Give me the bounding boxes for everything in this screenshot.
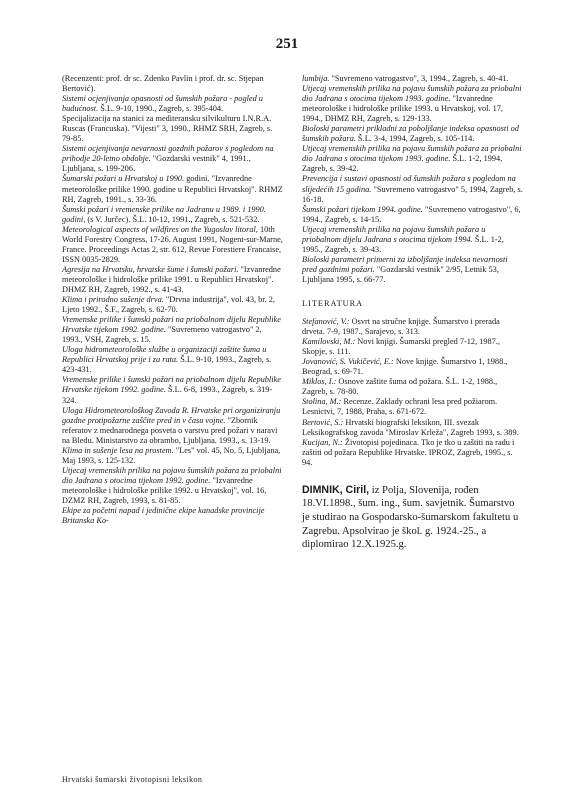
entry-title: Vremenske prilike i šumski požari na priobalnom dijelu Republike Hrvatske tijekom 1992. godine. — [62, 375, 281, 395]
literature-author: Kamilovski, M.: — [302, 337, 356, 347]
entry-text: "Izvanredne meteorološke i hidrološke prilike 1993. u Hrvatskoj, vol. 17, 1994., DHMZ RH, Zagreb, s. 129-133. — [302, 94, 503, 124]
entry-title: Ekipe za početni napad i jedinične ekipe kanadske provincije Britanska Ko- — [62, 506, 265, 526]
literature-text: Životopisi pojedinaca. Tko je tko u zaštiti na radu i zaštiti od požara Republike Hrvatske. IPROZ, Zagreb, 1995., s. 94. — [302, 437, 515, 467]
entry-title: Šumski požari i vremenske prilike na Jadranu u 1989. i 1990. godini, — [62, 204, 266, 224]
entry-title: Utjecaj vremenskih prilika na pojavu šumskih požara za priobalni dio Jadrana s otocima tijekom 1992. godine. — [62, 465, 282, 485]
bibliography-entry — [302, 84, 524, 124]
bibliography-entry — [62, 466, 284, 506]
literature-entry — [302, 397, 524, 417]
entry-text: Š.L. 3-4, 1994, Zagreb, s. 105-114. — [355, 134, 475, 144]
entry-title: Klima i prirodno sušenje drva. — [62, 295, 164, 305]
entry-title: Prevencija i sustavi opasnosti od šumskih požara s pogledom na slijedećih 15 godina. — [302, 174, 516, 194]
literature-entry — [302, 377, 524, 397]
bibliography-entry — [302, 255, 524, 285]
bibliography-entry — [62, 345, 284, 375]
literature-entry — [302, 337, 524, 357]
entry-text: Š.L. 6-8, 1993., Zagreb, s. 319-324. — [62, 385, 273, 405]
literature-text: Nove knjige. Šumarstvo 1, 1988., Beograd, s. 69-71. — [302, 357, 508, 377]
literature-list — [302, 317, 524, 468]
entry-text: "Drvna industrija", vol. 43, br. 2, Ljeto 1992., Š.F., Zagreb, s. 62-70. — [62, 295, 275, 315]
literature-author: Bertović, S.: — [302, 417, 344, 427]
biography-text: iz Polja, Slovenija, rođen 18.VI.1898., šum. ing., šum. savjetnik. Šumarstvo je studirao na Gospodarsko-šumarskom fakultetu u Zagrebu. Apsolvirao je škol. g. 1924.-25., a diplomirao 12.X.1925.g. — [302, 484, 519, 551]
bibliography-entry — [62, 205, 284, 225]
bibliography-entry — [62, 506, 284, 526]
entry-text: "Zbornik referatov z mednarodnega posveta o varstvu pred požari v naravi na Bledu. Ministarstvo za obrambo, Ljubljana. 1993., s. 13-19. — [62, 415, 278, 445]
bibliography-entry — [302, 74, 524, 84]
literature-entry — [302, 317, 524, 337]
right-column-entries — [302, 74, 524, 285]
entry-title: Utjecaj vremenskih prilika na pojavu šumskih požara za priobalni dio Jadrana s otocima tijekom 1993. godine. — [302, 144, 522, 164]
biography-entry — [302, 484, 524, 552]
literature-author: Kucijan, N.: — [302, 437, 343, 447]
literature-text: Recenze. Zaklady ochrani lesa pred požiarom. Lesnictvi, 7, 1988, Praha, s. 671-672. — [302, 397, 498, 417]
entry-text: "Suvremeno vatrogastvo", 3, 1994., Zagreb, s. 40-41. — [329, 74, 509, 83]
entry-title: Agresija na Hrvatsku, hrvatske šume i šumski požari. — [62, 264, 239, 274]
entry-text: "Suvremeno vatrogastvo" 2, 1993., VSH, Zagreb, s. 15. — [62, 325, 262, 345]
entry-title: lumbija. — [302, 74, 330, 83]
bibliography-entry — [62, 265, 284, 295]
bibliography-entry — [302, 205, 524, 225]
entry-title: Vremenske prilike i šumski požari na priobalnom dijelu Republike Hrvatske tijekom 1992. godine. — [62, 315, 281, 335]
footer-title: Hrvatski šumarski životopisni leksikon — [62, 775, 203, 784]
entry-text: godini. "Izvanredne meteorološke prilike 1990. godine u Republici Hrvatskoj". RHMZ RH, Zagreb, 1991., s. 33-36. — [62, 174, 283, 204]
entry-text: "Les" vol. 45, No. 5, Ljubljana, Maj 1993, s. 125-132. — [62, 445, 281, 465]
bibliography-entry — [62, 174, 284, 204]
literature-text: Osvrt na stručne knjige. Šumarstvo i prerada drveta. 7-9, 1987., Sarajevo, s. 313. — [302, 317, 500, 337]
biography-name: DIMNIK, Ciril, — [302, 483, 370, 496]
entry-title: Sistemi ocjenjivanja nevarnosti gozdnih požarov s pogledom na prihodje 20-letno obdobje. — [62, 144, 274, 164]
entry-text: "Gozdarski vestnik" 2/95, Letnik 53, Ljubljana 1995, s. 66-77. — [302, 264, 499, 284]
bibliography-entry — [62, 74, 284, 94]
literature-author: Jovanović, S. Vukičević, E.: — [302, 357, 394, 367]
entry-title: Uloga Hidrometeorološkog Zavoda R. Hrvatske pri organiziranju gozdne protipožarne zaščite pred in v času vojne. — [62, 405, 281, 425]
literature-author: Stolina, M.: — [302, 397, 342, 407]
literature-entry — [302, 418, 524, 438]
entry-text: 10th World Forestry Congress, 17-26. August 1991, Nogent-sur-Marne, France. Proceedings Actas 2, str. 612, Revue Forestiere Francaise, ISSN 0035-2829. — [62, 224, 283, 264]
bibliography-entry — [62, 225, 284, 265]
bibliography-entry — [302, 225, 524, 255]
entry-text: Š.L. 9-10, 1993., Zagreb, s. 423-431. — [62, 355, 272, 375]
entry-text: "Gozdarski vestnik" 4, 1991., Ljubljana, s. 199-206. — [62, 154, 251, 174]
literature-author: Stefanović, V.: — [302, 317, 350, 327]
bibliography-entry — [302, 124, 524, 144]
literature-entry — [302, 357, 524, 377]
entry-title: Bioloski parametri prikladni za poboljšanje indeksa opasnosti od šumskih požara. — [302, 124, 519, 144]
bibliography-entry — [62, 94, 284, 114]
entry-title: Sistemi ocjenjivanja opasnosti od šumskih požara - pogled u budućnost. — [62, 94, 263, 114]
bibliography-entry — [62, 375, 284, 405]
literature-author: Miklos, I.: — [302, 377, 337, 387]
bibliography-entry — [62, 114, 284, 144]
entry-title: Klima in sušenje lesa na prostem. — [62, 445, 174, 455]
literature-text: Osnove zaštite šuma od požara. Š.L. 1-2, 1988., Zagreb, s. 78-80. — [302, 377, 498, 397]
literature-heading: LITERATURA — [302, 298, 364, 308]
left-column — [62, 74, 284, 526]
entry-text: Š.L. 9-10, 1990., Zagreb, s. 395-404. — [98, 104, 224, 114]
entry-text: (Recenzenti: prof. dr sc. Zdenko Pavlin i prof. dr. sc. Stjepan Bertović). — [62, 74, 264, 94]
bibliography-entry — [302, 144, 524, 174]
entry-text: Š.L. 1-2, 1995., Zagreb, s. 39-43. — [302, 234, 504, 254]
bibliography-entry — [302, 174, 524, 204]
entry-title: Uloga hidrometeorološke službe u organizaciji zaštite šuma u Republici Hrvatskoj prije i za rata. — [62, 345, 267, 365]
right-column — [302, 74, 524, 552]
entry-text: "Izvanredne meteorološke i hidrološke prilike 1991. u Republici Hrvatskoj". DHMZ RH, Zagreb, 1992., s. 41-43. — [62, 264, 281, 294]
entry-title: Bioloski parametri primerni za izboljšanje indeksa nevarnosti pred gozdnimi požari. — [302, 254, 508, 274]
entry-title: Šumski požari tijekom 1994. godine. — [302, 204, 423, 214]
literature-text: Hrvatski biografski leksikon, III. svezak Leksikografskog zavoda "Miroslav Krleža", Zagreb 1993, s. 389. — [302, 417, 519, 437]
bibliography-entry — [62, 406, 284, 446]
entry-title: Meteorological aspects of wildfires on the Yugoslav litoral, — [62, 224, 258, 234]
literature-text: Novi knjigi. Šumarski pregled 7-12, 1987., Skopje, s. 111. — [302, 337, 500, 357]
entry-text: Š.L. 1-2, 1994, Zagreb, s. 39-42. — [302, 154, 503, 174]
bibliography-entry — [62, 144, 284, 174]
entry-title: Utjecaj vremenskih prilika na pojavu šumskih požara u priobalnom dijelu Jadrana s otocima tijekom 1994. — [302, 224, 486, 244]
entry-text: "Izvanredne meteorološke i hidrološke prilike 1992. u Hrvatskoj", vol. 16, DZMZ RH, Zagreb, 1993, s. 81-85. — [62, 475, 267, 505]
bibliography-entry — [62, 315, 284, 345]
entry-text: (s V. Jurčec). Š.L. 10-12, 1991., Zagreb, s. 521-532. — [85, 214, 260, 224]
entry-text: "Suvremeno vatrogastvo", 6, 1994., Zagreb, s. 14-15. — [302, 204, 521, 224]
entry-title: Šumarski požari u Hrvatskoj u 1990. — [62, 174, 185, 184]
entry-title: Utjecaj vremenskih prilika na pojavu šumskih požara za priobalni dio Jadrana s otocima tijekom 1993. godine. — [302, 84, 522, 104]
literature-entry — [302, 438, 524, 468]
bibliography-entry — [62, 295, 284, 315]
bibliography-entry — [62, 446, 284, 466]
entry-text: Specijalizacija na stanici za mediteransku silvikulturu I.N.R.A. Ruscas (Francuska). "Vijesti" 3, 1990., RHMZ SRH, Zagreb, s. 79-85. — [62, 114, 273, 144]
entry-text: "Suvremeno vatrogastvo" 5, 1994, Zagreb, s. 16-18. — [302, 184, 523, 204]
page-number: 251 — [275, 36, 299, 52]
